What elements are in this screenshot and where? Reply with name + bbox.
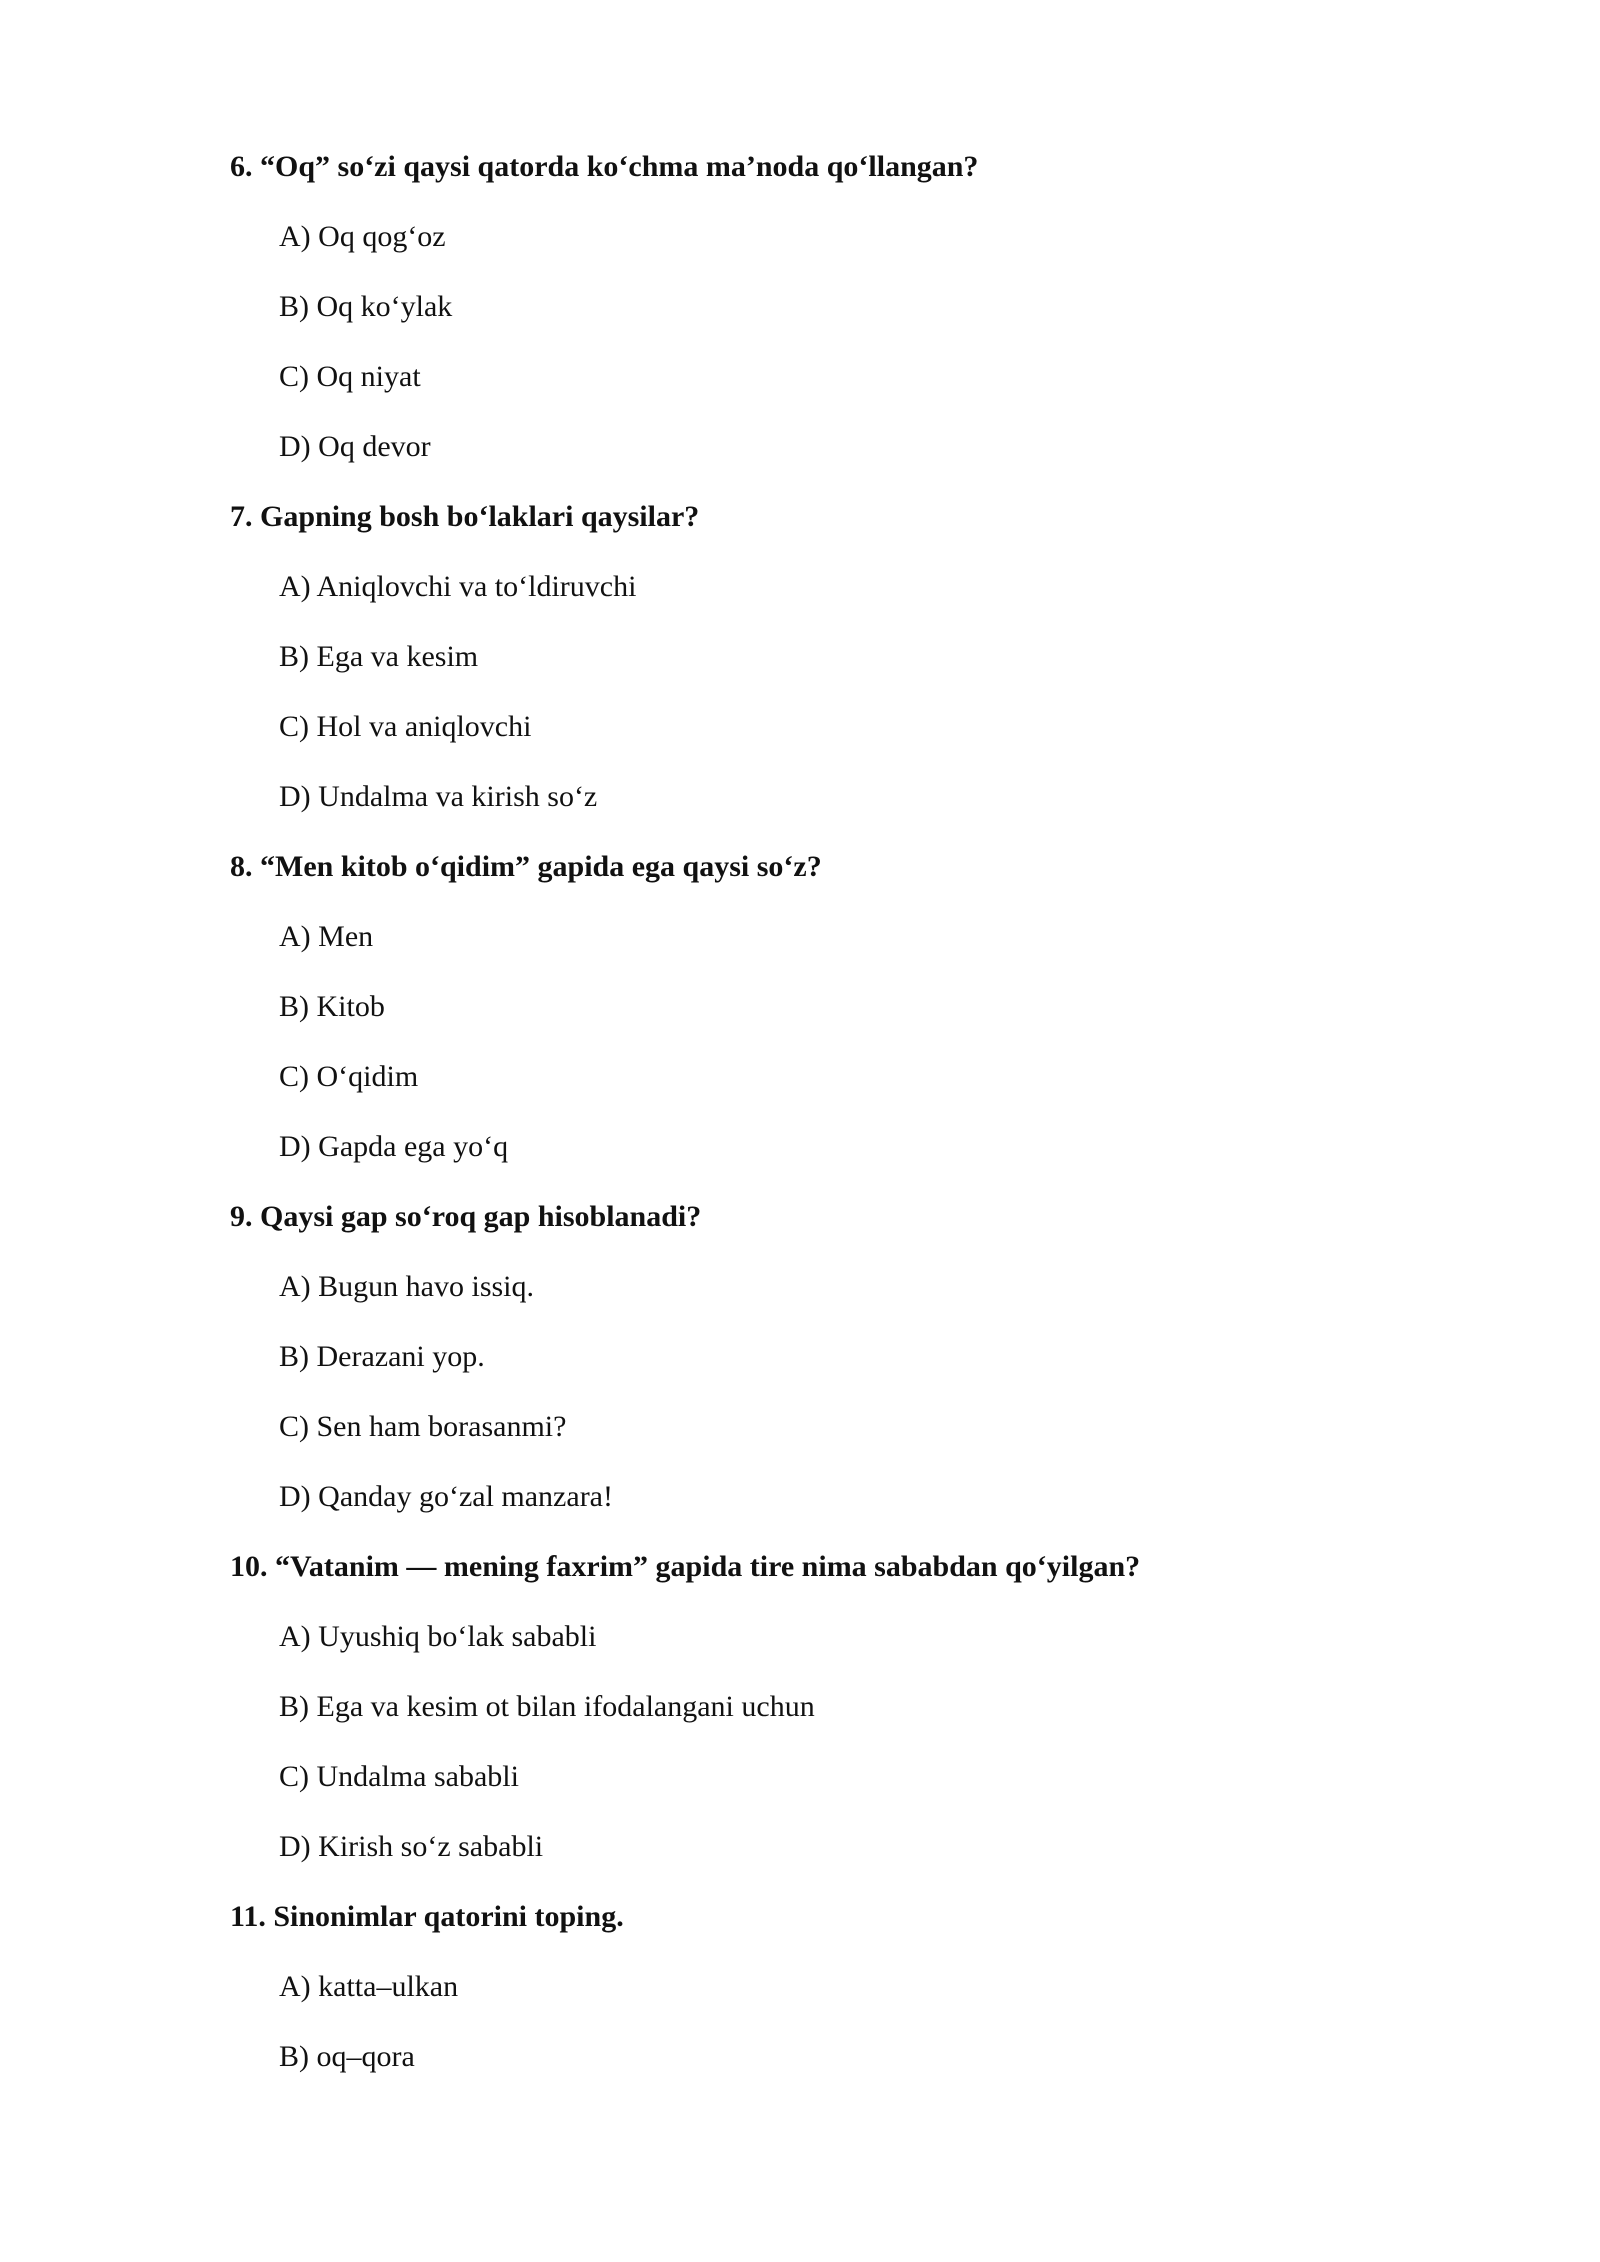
answer-option-a: A) Uyushiq bo‘lak sababli	[279, 1620, 597, 1653]
question-list	[230, 148, 1410, 2108]
answer-option-a: A) katta–ulkan	[279, 1970, 459, 2003]
answer-option-a: A) Men	[279, 920, 374, 953]
answer-option-c: C) Sen ham borasanmi?	[279, 1410, 567, 1443]
question-title: 9. Qaysi gap so‘roq gap hisoblanadi?	[230, 1200, 702, 1233]
question-10	[230, 1548, 1410, 1865]
answer-option-c: C) O‘qidim	[279, 1060, 419, 1093]
answer-option-a: A) Bugun havo issiq.	[279, 1270, 534, 1303]
question-title: 11. Sinonimlar qatorini toping.	[230, 1900, 624, 1933]
question-title: 10. “Vatanim — mening faxrim” gapida tire nima sababdan qo‘yilgan?	[230, 1550, 1141, 1583]
answer-option-c: C) Oq niyat	[279, 360, 421, 393]
answer-option-a: A) Oq qog‘oz	[279, 220, 446, 253]
question-8	[230, 848, 1410, 1165]
question-9	[230, 1198, 1410, 1515]
question-title: 8. “Men kitob o‘qidim” gapida ega qaysi so‘z?	[230, 850, 822, 883]
answer-option-d: D) Gapda ega yo‘q	[279, 1130, 509, 1163]
answer-option-a: A) Aniqlovchi va to‘ldiruvchi	[279, 570, 637, 603]
answer-option-d: D) Qanday go‘zal manzara!	[279, 1480, 613, 1513]
answer-option-c: C) Hol va aniqlovchi	[279, 710, 532, 743]
answer-option-d: D) Kirish so‘z sababli	[279, 1830, 544, 1863]
question-7	[230, 498, 1410, 815]
question-title: 6. “Oq” so‘zi qaysi qatorda ko‘chma ma’noda qo‘llangan?	[230, 150, 979, 183]
question-6	[230, 148, 1410, 465]
answer-option-d: D) Undalma va kirish so‘z	[279, 780, 598, 813]
answer-option-d: D) Oq devor	[279, 430, 431, 463]
answer-option-b: B) Ega va kesim	[279, 640, 479, 673]
answer-option-b: B) Kitob	[279, 990, 385, 1023]
answer-option-c: C) Undalma sababli	[279, 1760, 519, 1793]
answer-option-b: B) oq–qora	[279, 2040, 415, 2073]
answer-option-b: B) Oq ko‘ylak	[279, 290, 453, 323]
question-title: 7. Gapning bosh bo‘laklari qaysilar?	[230, 500, 700, 533]
answer-option-b: B) Derazani yop.	[279, 1340, 485, 1373]
answer-option-b: B) Ega va kesim ot bilan ifodalangani uchun	[279, 1690, 815, 1723]
question-11	[230, 1898, 1410, 2075]
